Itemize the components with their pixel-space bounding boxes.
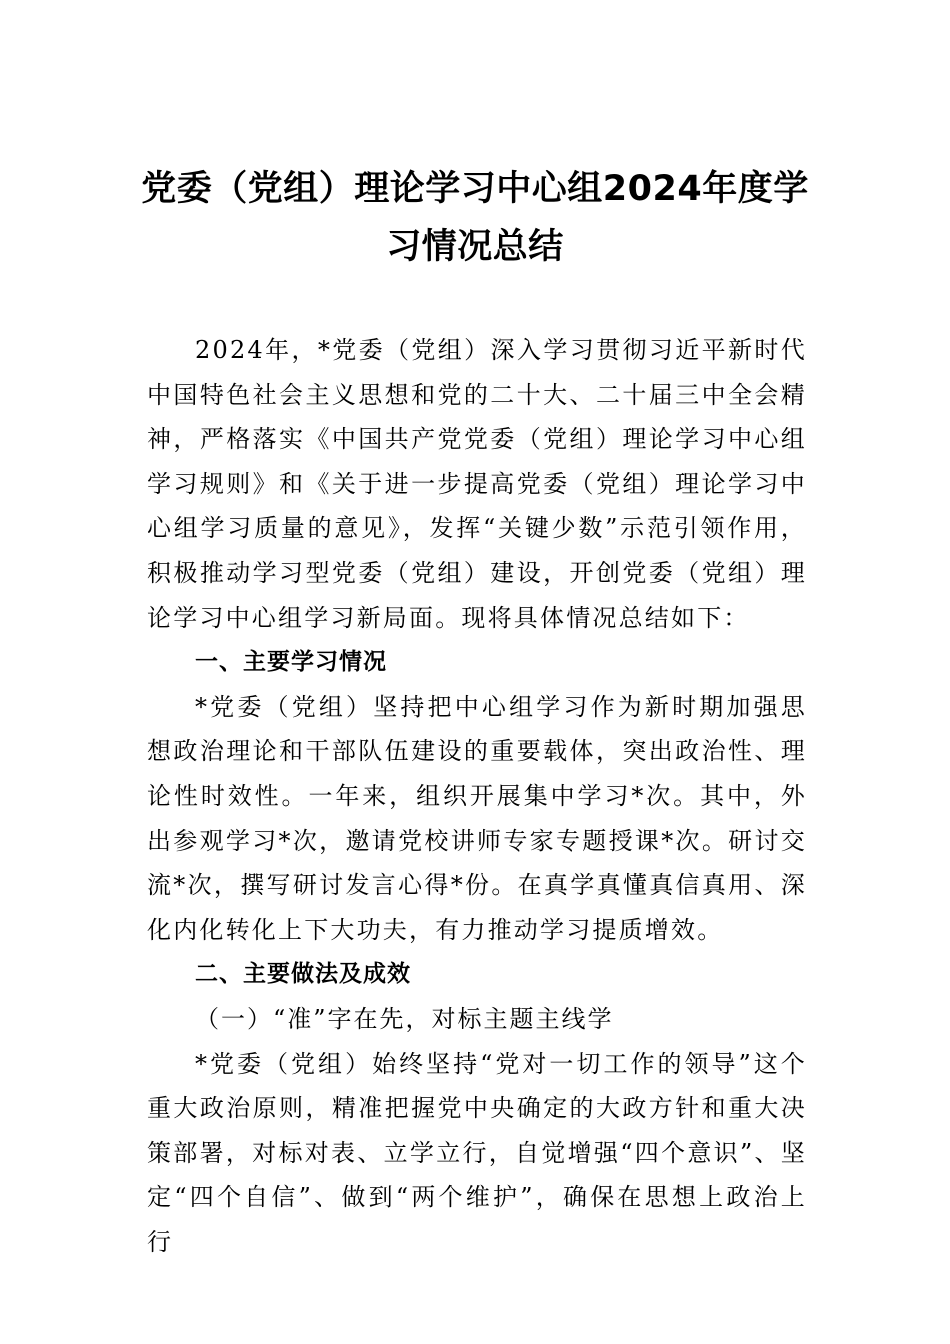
document-body — [147, 328, 807, 1264]
document-title: 党委（党组）理论学习中心组2024年度学习情况总结 — [141, 169, 809, 267]
subsection-heading-1: （一）“准”字在先，对标主题主线学 — [195, 1004, 614, 1033]
section-heading-2: 二、主要做法及成效 — [195, 961, 411, 988]
section-heading-1: 一、主要学习情况 — [195, 649, 387, 676]
section-1-paragraph: *党委（党组）坚持把中心组学习作为新时期加强思想政治理论和干部队伍建设的重要载体，突出政治性、理论性时效性。一年来，组织开展集中学习*次。其中，外出参观学习*次，邀请党校讲师专家专题授课*次。研讨交流*次，撰写研讨发言心得*份。在真学真懂真信真用、深化内化转化上下大功夫，有力推动学习提质增效。 — [147, 692, 807, 944]
intro-paragraph: 2024年，*党委（党组）深入学习贯彻习近平新时代中国特色社会主义思想和党的二十大、二十届三中全会精神，严格落实《中国共产党党委（党组）理论学习中心组学习规则》和《关于进一步提高党委（党组）理论学习中心组学习质量的意见》，发挥“关键少数”示范引领作用，积极推动学习型党委（党组）建设，开创党委（党组）理论学习中心组学习新局面。现将具体情况总结如下： — [147, 336, 807, 632]
subsection-1-paragraph: *党委（党组）始终坚持“党对一切工作的领导”这个重大政治原则，精准把握党中央确定的大政方针和重大决策部署，对标对表、立学立行，自觉增强“四个意识”、坚定“四个自信”、做到“两个维护”，确保在思想上政治上行 — [147, 1049, 807, 1256]
